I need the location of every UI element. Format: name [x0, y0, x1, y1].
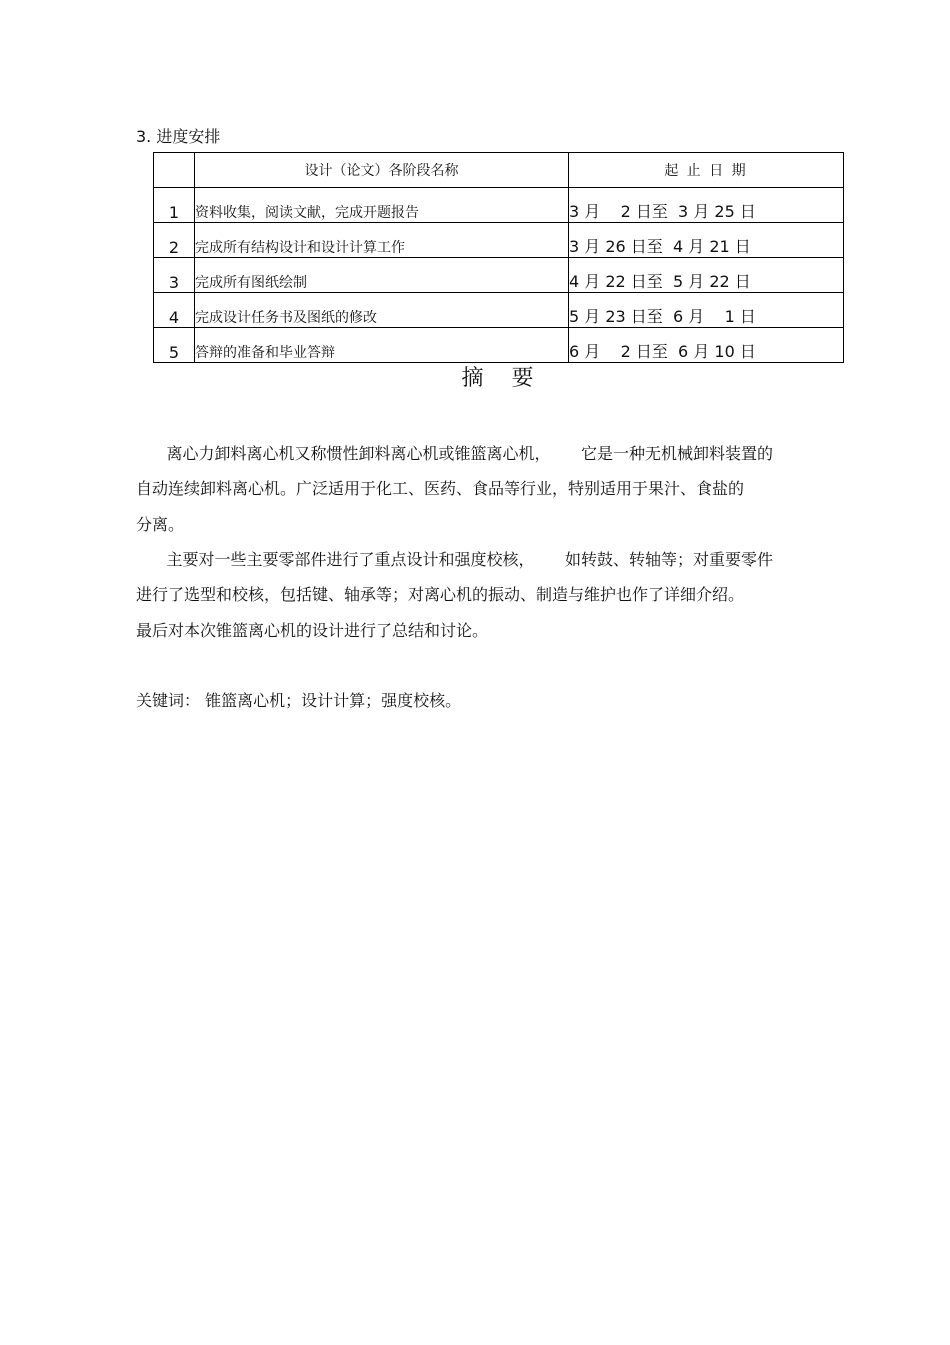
abstract-line-2: 自动连续卸料离心机。广泛适用于化工、医药、食品等行业，特别适用于果汁、食盐的: [136, 479, 745, 498]
row-stage: 资料收集，阅读文献，完成开题报告: [195, 188, 569, 223]
header-num-cell: [154, 153, 195, 188]
table-row: [154, 223, 844, 258]
row-dates: 3 月 26 日至 4 月 21 日: [569, 223, 844, 258]
header-dates: 起 止 日 期: [569, 153, 844, 188]
row-stage: 完成所有结构设计和设计计算工作: [195, 223, 569, 258]
table-header-row: [154, 153, 844, 188]
header-stage-name: 设计（论文）各阶段名称: [195, 153, 569, 188]
row-dates: 6 月 2 日至 6 月 10 日: [569, 328, 844, 363]
row-stage: 完成所有图纸绘制: [195, 258, 569, 293]
abstract-line-1: 离心力卸料离心机又称惯性卸料离心机或锥篮离心机， 它是一种无机械卸料装置的: [136, 444, 774, 463]
row-number: 2: [154, 223, 195, 258]
abstract-line-5: 进行了选型和校核，包括键、轴承等；对离心机的振动、制造与维护也作了详细介绍。: [136, 585, 745, 604]
table-row: [154, 258, 844, 293]
section-heading: 3. 进度安排: [136, 127, 221, 146]
table-row: [154, 328, 844, 363]
abstract-title: 摘 要: [461, 366, 534, 391]
abstract-line-3: 分离。: [136, 515, 185, 534]
abstract-line-6: 最后对本次锥篮离心机的设计进行了总结和讨论。: [136, 621, 489, 640]
table-row: [154, 188, 844, 223]
row-stage: 完成设计任务书及图纸的修改: [195, 293, 569, 328]
row-number: 3: [154, 258, 195, 293]
row-stage: 答辩的准备和毕业答辩: [195, 328, 569, 363]
row-number: 1: [154, 188, 195, 223]
schedule-table: [153, 152, 844, 363]
row-number: 5: [154, 328, 195, 363]
abstract-line-4: 主要对一些主要零部件进行了重点设计和强度校核， 如转鼓、转轴等；对重要零件: [136, 550, 774, 569]
row-dates: 3 月 2 日至 3 月 25 日: [569, 188, 844, 223]
row-dates: 5 月 23 日至 6 月 1 日: [569, 293, 844, 328]
row-dates: 4 月 22 日至 5 月 22 日: [569, 258, 844, 293]
row-number: 4: [154, 293, 195, 328]
keywords-line: 关键词： 锥篮离心机；设计计算；强度校核。: [136, 691, 462, 710]
table-row: [154, 293, 844, 328]
